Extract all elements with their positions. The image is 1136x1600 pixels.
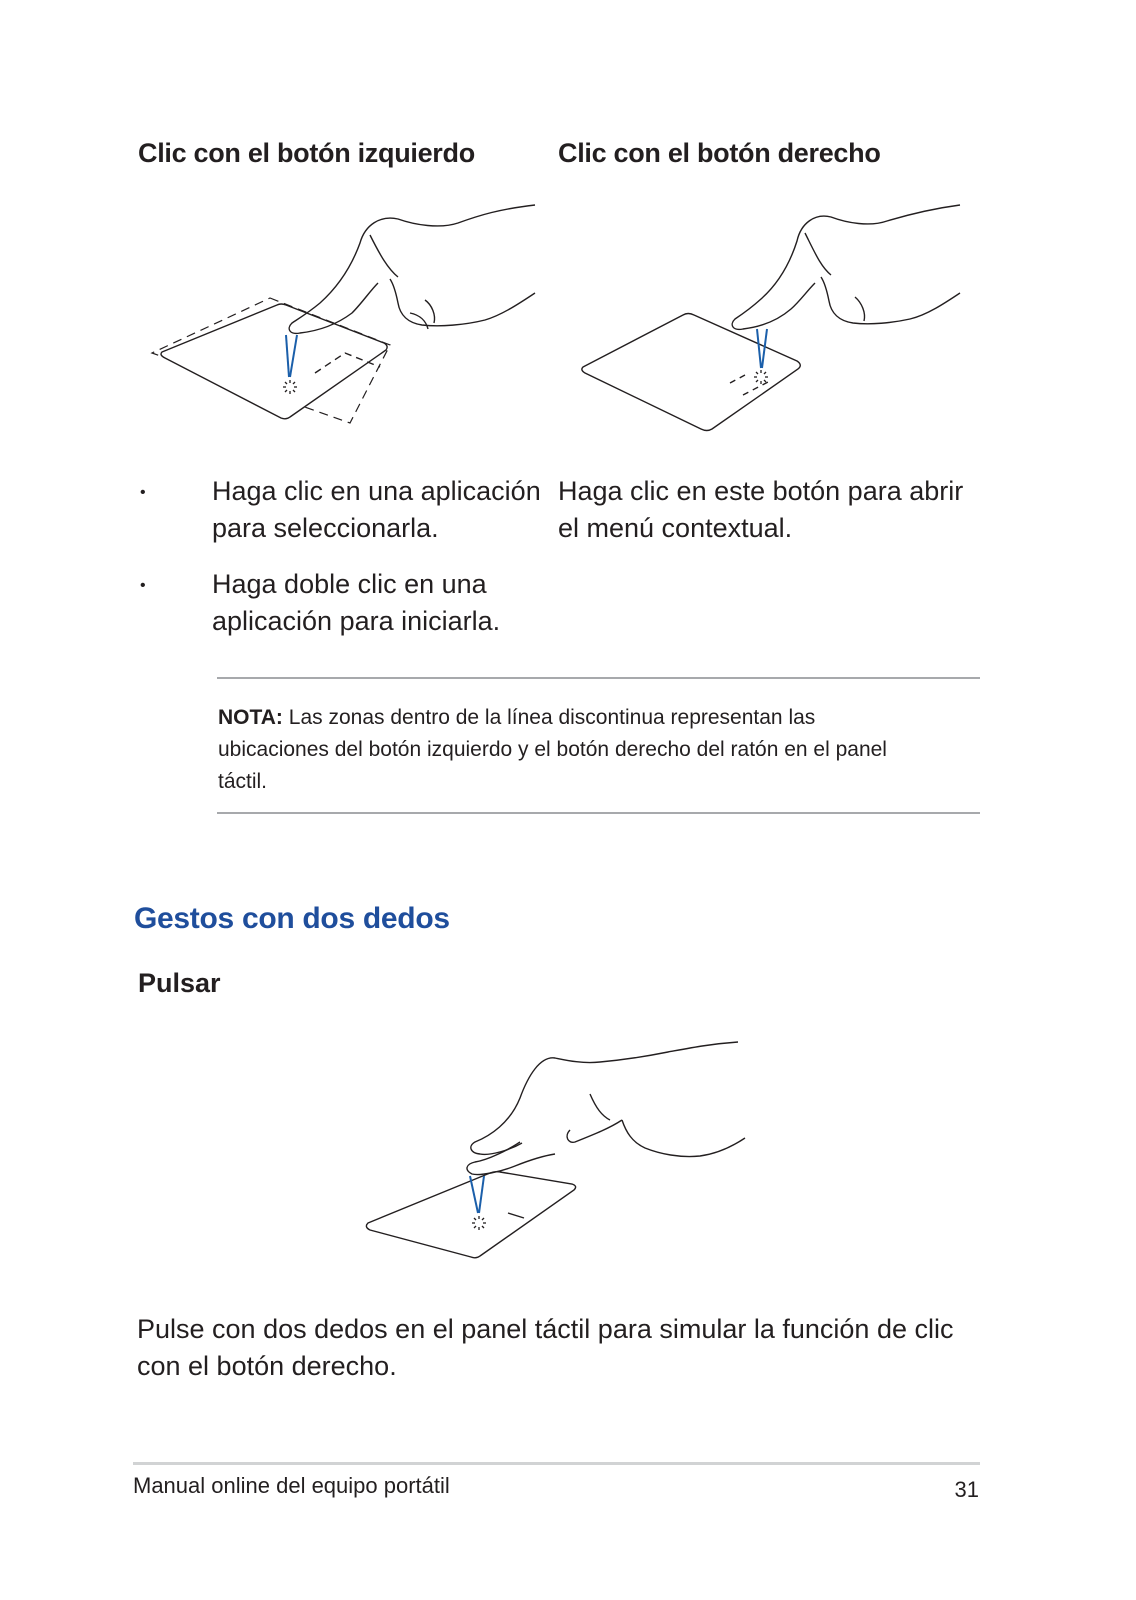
footer-divider (133, 1462, 980, 1465)
footer-manual-title: Manual online del equipo portátil (133, 1473, 450, 1498)
left-bullet-1-line-1: Haga clic en una aplicación (212, 476, 541, 506)
two-finger-tap-illustration (360, 1038, 760, 1268)
right-text-line-1: Haga clic en este botón para abrir (558, 476, 964, 506)
note-bottom-divider (217, 812, 980, 814)
bullet-marker: • (140, 484, 146, 501)
note-line-3: táctil. (218, 770, 268, 793)
note-top-divider (217, 677, 980, 679)
page-number: 31 (954, 1477, 979, 1502)
note-label: NOTA: (218, 706, 283, 729)
note-line-2: ubicaciones del botón izquierdo y el botón derecho del ratón en el panel (218, 738, 887, 761)
section-title: Gestos con dos dedos (134, 902, 450, 935)
left-click-touchpad-illustration (140, 195, 540, 430)
left-bullet-2-line-1: Haga doble clic en una (212, 569, 487, 599)
right-click-heading: Clic con el botón derecho (558, 138, 881, 168)
left-bullet-1-line-2: para seleccionarla. (212, 513, 439, 543)
bullet-marker: • (140, 577, 146, 594)
note-text-1: Las zonas dentro de la línea discontinua representan las (282, 706, 816, 729)
section-text-line-2: con el botón derecho. (137, 1351, 397, 1381)
note-line-1 (218, 702, 815, 734)
subsection-heading: Pulsar (138, 968, 221, 998)
left-click-heading: Clic con el botón izquierdo (138, 138, 475, 168)
right-click-touchpad-illustration (575, 195, 975, 435)
left-bullet-2-line-2: aplicación para iniciarla. (212, 606, 501, 636)
right-text-line-2: el menú contextual. (558, 513, 793, 543)
section-text-line-1: Pulse con dos dedos en el panel táctil para simular la función de clic (137, 1314, 954, 1344)
